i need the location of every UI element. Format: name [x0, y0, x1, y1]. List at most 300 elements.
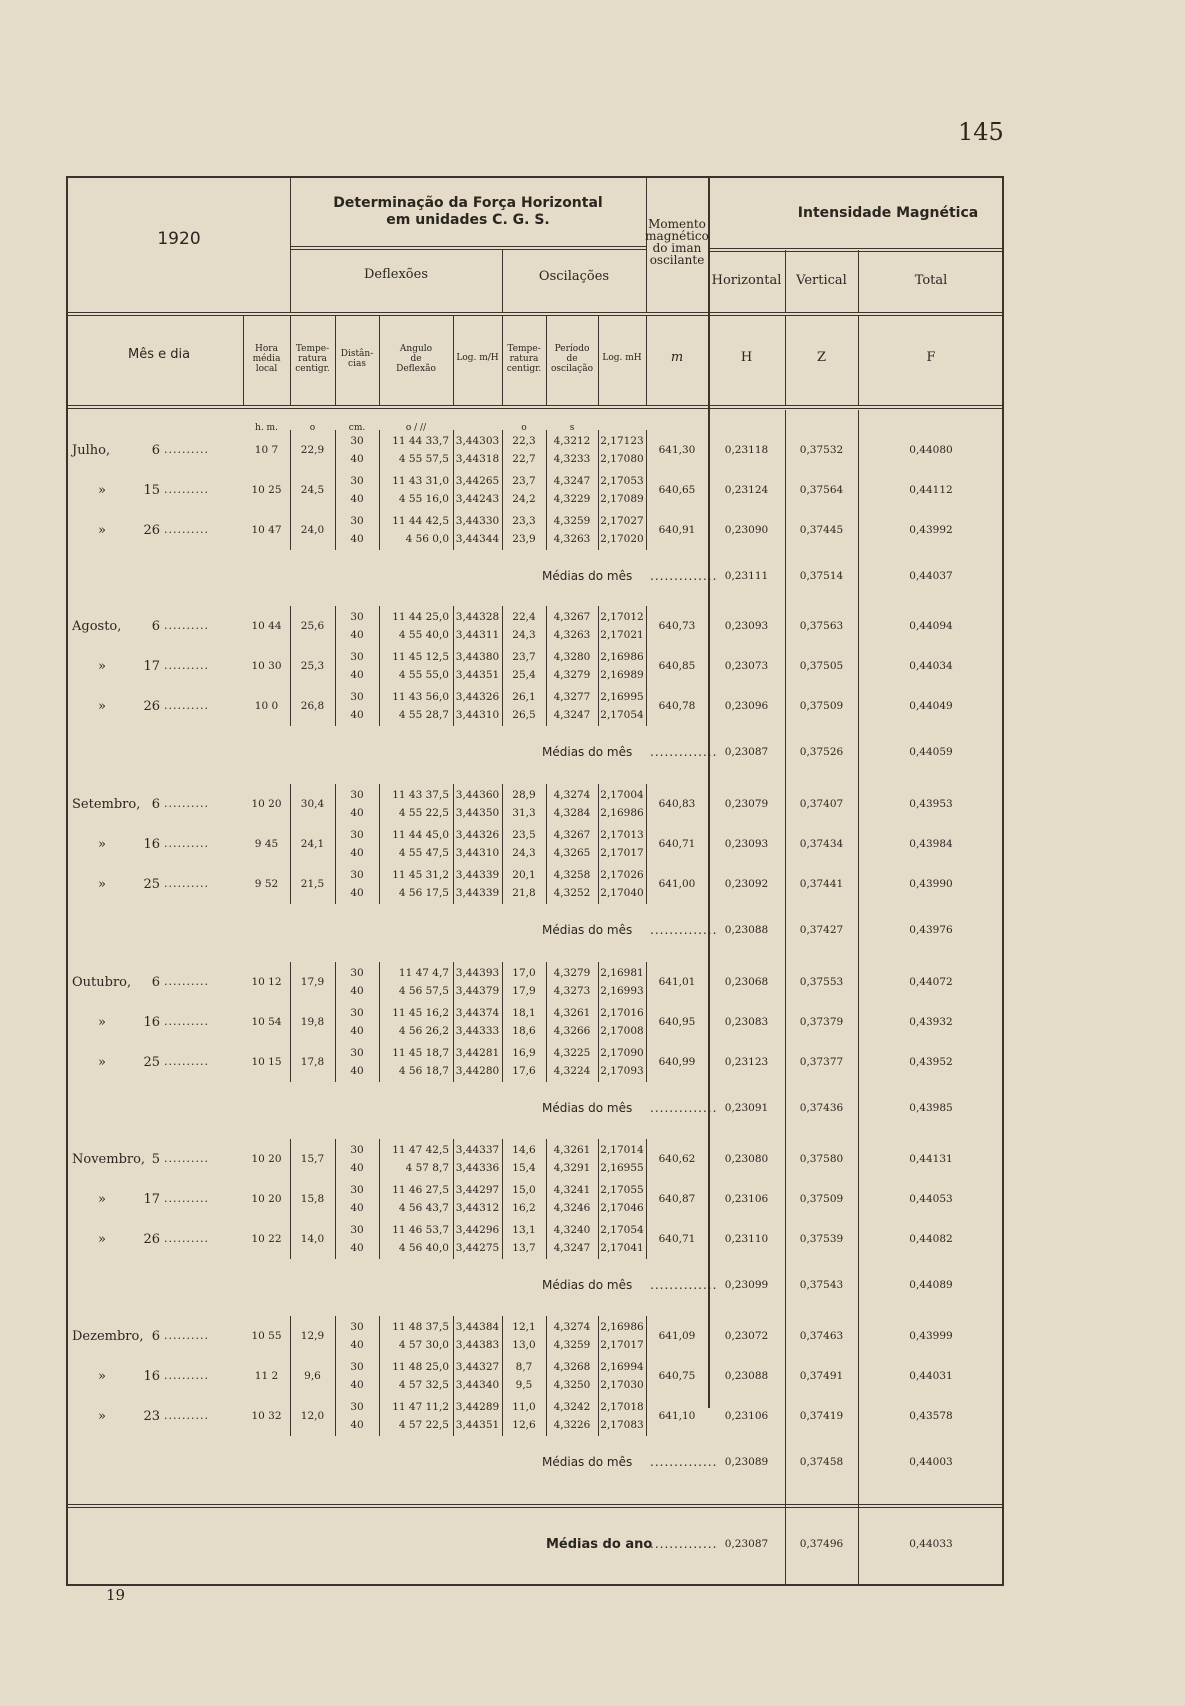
month-5-row-2-lmh2: 2,17083 [600, 1419, 644, 1431]
month-1-row-1-to1: 23,7 [512, 651, 536, 663]
leader-dots: .............. [650, 923, 718, 937]
unit-dist: cm. [348, 423, 366, 433]
month-4-row-2-dist2: 40 [350, 1242, 364, 1254]
month-1-row-2-temp: 26,8 [300, 700, 325, 712]
month-4-row-0-H: 0,23080 [724, 1153, 769, 1165]
header-rule-intens-2 [708, 251, 1004, 252]
month-5-row-0-to2: 13,0 [512, 1339, 536, 1351]
month-0-row-2-logm1: 3,44330 [455, 515, 500, 527]
leader-dots: .......... [164, 1409, 209, 1422]
month-2-row-2-logm2: 3,44339 [455, 887, 500, 899]
month-5-row-0-logm2: 3,44383 [455, 1339, 500, 1351]
H-label: H [740, 350, 753, 365]
month-2-row-1-hora: 9 45 [254, 838, 279, 850]
subheader-col-to-divider [502, 315, 503, 405]
month-2-mean-label: Médias do mês [542, 923, 633, 937]
month-0-row-1-ang1: 11 43 31,0 [392, 475, 449, 487]
section-title-1: Determinação da Força Horizontal [333, 195, 603, 211]
month-4-row-1-per2: 4,3246 [553, 1202, 591, 1214]
month-5-row-2-label: » [98, 1409, 106, 1424]
month-4-row-2-H: 0,23110 [724, 1233, 769, 1245]
leader-dots: .............. [650, 1278, 718, 1292]
month-0-row-0-logm1: 3,44303 [455, 435, 500, 447]
month-3-row-1-to2: 18,6 [512, 1025, 536, 1037]
month-0-row-1-dist2: 40 [350, 493, 364, 505]
month-2-mean-H: 0,23088 [724, 924, 769, 936]
month-5-row-0-per1: 4,3274 [553, 1321, 591, 1333]
month-5-row-2-lmh1: 2,17018 [600, 1401, 644, 1413]
month-5-row-1-logm2: 3,44340 [455, 1379, 500, 1391]
month-2-divider-temp [290, 784, 291, 904]
month-3-row-0-Z: 0,37553 [799, 976, 844, 988]
month-2-row-1-label: » [98, 837, 106, 852]
month-0-row-0-to1: 22,3 [512, 435, 536, 447]
month-4-row-0-to1: 14,6 [512, 1144, 536, 1156]
month-3-row-2-F: 0,43952 [909, 1056, 953, 1068]
month-5-row-1-ang2: 4 57 32,5 [398, 1379, 449, 1391]
subheader-col-ang-divider [379, 315, 380, 405]
header-rule-sub [68, 315, 1004, 316]
month-2-divider-per [546, 784, 547, 904]
month-0-divider-lmh [598, 430, 599, 550]
hora-label-1: média [252, 354, 281, 364]
year-rule-2 [68, 1507, 1004, 1508]
month-4-row-1-ang1: 11 46 27,5 [392, 1184, 449, 1196]
month-3-row-0-logm2: 3,44379 [455, 985, 500, 997]
month-3-row-1-hora: 10 54 [251, 1016, 282, 1028]
leader-dots: .......... [164, 1369, 209, 1382]
month-5-row-1-logm1: 3,44327 [455, 1361, 500, 1373]
month-1-row-0-H: 0,23093 [724, 620, 769, 632]
month-1-row-2-per2: 4,3247 [553, 709, 591, 721]
month-3-row-1-label: » [98, 1015, 106, 1030]
month-1-divider-temp [290, 606, 291, 726]
month-4-row-1-to2: 16,2 [512, 1202, 536, 1214]
month-1-row-1-logm2: 3,44351 [455, 669, 500, 681]
month-2-row-1-lmh2: 2,17017 [600, 847, 644, 859]
month-0-row-1-per2: 4,3229 [553, 493, 591, 505]
month-3-row-0-per2: 4,3273 [553, 985, 591, 997]
month-5-row-2-ang1: 11 47 11,2 [392, 1401, 449, 1413]
month-4-row-0-to2: 15,4 [512, 1162, 536, 1174]
header-rule-main [68, 312, 1004, 313]
month-5-row-1-F: 0,44031 [909, 1370, 953, 1382]
month-1-row-1-dist1: 30 [350, 651, 364, 663]
month-5-row-1-label: » [98, 1369, 106, 1384]
month-2-row-1-dist1: 30 [350, 829, 364, 841]
month-1-row-1-lmh2: 2,16989 [600, 669, 644, 681]
month-5-row-0-temp: 12,9 [300, 1330, 325, 1342]
month-2-row-2-day: 25 [143, 877, 160, 892]
month-4-mean-F: 0,44089 [909, 1279, 953, 1291]
momento-label-2: do iman [652, 241, 702, 255]
month-3-row-2-lmh1: 2,17090 [600, 1047, 644, 1059]
month-5-row-2-day: 23 [143, 1409, 160, 1424]
year-rule [68, 1504, 1004, 1505]
month-4-row-2-lmh1: 2,17054 [600, 1224, 644, 1236]
month-2-row-2-to1: 20,1 [512, 869, 536, 881]
month-4-row-1-lmh1: 2,17055 [600, 1184, 644, 1196]
month-4-row-1-per1: 4,3241 [553, 1184, 591, 1196]
month-4-row-1-label: » [98, 1192, 106, 1207]
log-mH-label: Log. mH [602, 353, 642, 363]
month-0-row-1-hora: 10 25 [251, 484, 282, 496]
month-5-row-0-logm1: 3,44384 [455, 1321, 500, 1333]
month-0-mean-Z: 0,37514 [799, 570, 844, 582]
month-3-divider-temp [290, 962, 291, 1082]
month-2-row-1-logm1: 3,44326 [455, 829, 500, 841]
month-4-row-1-logm1: 3,44297 [455, 1184, 500, 1196]
month-5-row-0-dist1: 30 [350, 1321, 364, 1333]
month-1-divider-to [502, 606, 503, 726]
vertical-label: Vertical [796, 273, 847, 288]
month-3-row-0-logm1: 3,44393 [455, 967, 500, 979]
month-0-row-1-Z: 0,37564 [799, 484, 844, 496]
header-divider-moment [646, 178, 647, 312]
month-1-row-2-logm2: 3,44310 [455, 709, 500, 721]
month-0-row-1-day: 15 [143, 483, 160, 498]
month-2-row-2-label: » [98, 877, 106, 892]
subheader-col-hora-divider [243, 315, 244, 405]
header-rule-intens [708, 248, 1004, 249]
month-0-row-0-dist1: 30 [350, 435, 364, 447]
month-2-row-2-F: 0,43990 [909, 878, 953, 890]
month-3-row-2-dist2: 40 [350, 1065, 364, 1077]
month-2-row-0-Z: 0,37407 [799, 798, 844, 810]
month-2-row-0-H: 0,23079 [724, 798, 769, 810]
month-3-row-0-F: 0,44072 [909, 976, 953, 988]
magnetic-table [66, 176, 1004, 1586]
leader-dots: .......... [164, 483, 209, 496]
month-5-row-1-hora: 11 2 [254, 1370, 279, 1382]
month-1-row-2-lmh1: 2,16995 [600, 691, 644, 703]
month-2-row-0-day: 6 [151, 797, 160, 812]
month-5-mean-label: Médias do mês [542, 1455, 633, 1469]
subheader-col-F-divider [858, 315, 859, 405]
month-1-row-0-logm2: 3,44311 [455, 629, 500, 641]
month-4-row-0-lmh2: 2,16955 [600, 1162, 644, 1174]
month-0-row-2-dist1: 30 [350, 515, 364, 527]
month-3-row-1-F: 0,43932 [909, 1016, 953, 1028]
month-5-row-0-per2: 4,3259 [553, 1339, 591, 1351]
month-0-row-2-temp: 24,0 [300, 524, 325, 536]
month-5-row-0-Z: 0,37463 [799, 1330, 844, 1342]
month-1-row-2-F: 0,44049 [909, 700, 953, 712]
month-4-row-2-to1: 13,1 [512, 1224, 536, 1236]
periodo-label-0: Período [554, 344, 590, 354]
momento-label-1: magnético [645, 229, 709, 243]
unit-to: o [521, 423, 527, 433]
month-2-row-0-temp: 30,4 [300, 798, 325, 810]
month-5-mean-Z: 0,37458 [799, 1456, 844, 1468]
month-1-row-1-temp: 25,3 [300, 660, 325, 672]
month-5-row-2-m: 641,10 [658, 1410, 696, 1422]
month-1-divider-m [646, 606, 647, 726]
dist-label-0: Distân- [340, 349, 374, 359]
unit-temp: o [309, 423, 316, 433]
month-4-row-0-F: 0,44131 [909, 1153, 953, 1165]
month-4-row-2-per1: 4,3240 [553, 1224, 591, 1236]
body-divider-Z [785, 410, 786, 1585]
leader-dots: .......... [164, 523, 209, 536]
month-2-row-1-to2: 24,3 [512, 847, 536, 859]
month-5-row-0-dist2: 40 [350, 1339, 364, 1351]
month-4-row-2-logm1: 3,44296 [455, 1224, 500, 1236]
total-label: Total [914, 273, 948, 288]
month-5-divider-lmh [598, 1316, 599, 1436]
month-4-row-0-m: 640,62 [658, 1153, 696, 1165]
leader-dots: .......... [164, 659, 209, 672]
month-0-row-0-Z: 0,37532 [799, 444, 844, 456]
month-1-row-1-F: 0,44034 [909, 660, 953, 672]
month-3-divider-dist [335, 962, 336, 1082]
month-4-divider-lmh [598, 1139, 599, 1259]
deflexoes-label: Deflexões [363, 267, 429, 282]
month-4-divider-logm [453, 1139, 454, 1259]
month-3-row-2-logm2: 3,44280 [455, 1065, 500, 1077]
month-1-row-1-per1: 4,3280 [553, 651, 591, 663]
month-4-row-1-ang2: 4 56 43,7 [398, 1202, 449, 1214]
month-0-divider-logm [453, 430, 454, 550]
month-5-row-2-ang2: 4 57 22,5 [398, 1419, 449, 1431]
month-2-row-2-ang2: 4 56 17,5 [398, 887, 449, 899]
hora-label-2: local [255, 364, 278, 374]
footer-mark: 19 [106, 1586, 126, 1604]
month-2-row-0-dist1: 30 [350, 789, 364, 801]
hora-label-0: Hora [255, 344, 278, 354]
month-3-row-2-logm1: 3,44281 [455, 1047, 500, 1059]
month-3-row-0-dist2: 40 [350, 985, 364, 997]
month-0-row-2-m: 640,91 [658, 524, 696, 536]
month-4-mean-label: Médias do mês [542, 1278, 633, 1292]
month-4-row-2-label: » [98, 1232, 106, 1247]
month-3-divider-logm [453, 962, 454, 1082]
leader-dots: .......... [164, 1329, 209, 1342]
month-2-row-1-logm2: 3,44310 [455, 847, 500, 859]
month-5-mean-F: 0,44003 [909, 1456, 953, 1468]
month-0-row-2-label: » [98, 523, 106, 538]
month-3-row-2-label: » [98, 1055, 106, 1070]
year-label: 1920 [157, 229, 201, 249]
month-0-row-2-hora: 10 47 [251, 524, 282, 536]
subheader-col-H-divider [708, 315, 709, 405]
month-2-divider-dist [335, 784, 336, 904]
month-5-row-2-to2: 12,6 [512, 1419, 536, 1431]
month-4-row-0-logm1: 3,44337 [455, 1144, 500, 1156]
month-3-row-2-Z: 0,37377 [799, 1056, 844, 1068]
month-2-row-1-per2: 4,3265 [553, 847, 591, 859]
month-1-row-0-hora: 10 44 [251, 620, 282, 632]
month-1-mean-F: 0,44059 [909, 746, 953, 758]
month-0-row-0-hora: 10 7 [254, 444, 279, 456]
month-3-row-0-H: 0,23068 [724, 976, 769, 988]
month-4-row-1-to1: 15,0 [512, 1184, 536, 1196]
month-0-row-0-to2: 22,7 [512, 453, 536, 465]
month-4-row-0-logm2: 3,44336 [455, 1162, 500, 1174]
month-1-divider-ang [379, 606, 380, 726]
month-4-divider-per [546, 1139, 547, 1259]
header-divider-total [858, 250, 859, 312]
month-1-row-0-ang2: 4 55 40,0 [398, 629, 449, 641]
month-3-row-2-H: 0,23123 [724, 1056, 769, 1068]
month-1-row-1-label: » [98, 659, 106, 674]
month-5-row-0-ang2: 4 57 30,0 [398, 1339, 449, 1351]
month-5-row-1-m: 640,75 [658, 1370, 696, 1382]
month-4-row-0-per1: 4,3261 [553, 1144, 591, 1156]
leader-dots: .............. [650, 569, 718, 583]
month-0-divider-dist [335, 430, 336, 550]
temp-osc-label-0: Tempe- [507, 344, 541, 354]
momento-label-0: Momento [648, 217, 706, 231]
temp-osc-label-2: centigr. [506, 364, 542, 374]
month-3-row-1-lmh2: 2,17008 [600, 1025, 644, 1037]
leader-dots: .......... [164, 877, 209, 890]
month-0-row-2-H: 0,23090 [724, 524, 769, 536]
month-3-row-2-day: 25 [143, 1055, 160, 1070]
month-1-row-0-lmh1: 2,17012 [600, 611, 644, 623]
oscilacoes-label: Oscilações [538, 269, 610, 284]
month-4-row-1-logm2: 3,44312 [455, 1202, 500, 1214]
month-1-row-2-dist2: 40 [350, 709, 364, 721]
month-1-row-2-H: 0,23096 [724, 700, 769, 712]
month-2-row-0-hora: 10 20 [251, 798, 282, 810]
month-3-row-0-ang1: 11 47 4,7 [398, 967, 449, 979]
month-0-row-0-temp: 22,9 [300, 444, 325, 456]
month-2-row-0-label: Setembro, [72, 797, 141, 812]
year-mean-F: 0,44033 [909, 1538, 953, 1550]
month-5-row-0-to1: 12,1 [512, 1321, 536, 1333]
month-3-row-1-dist1: 30 [350, 1007, 364, 1019]
month-5-divider-to [502, 1316, 503, 1436]
temp-label-1: ratura [298, 354, 327, 364]
month-1-divider-logm [453, 606, 454, 726]
month-4-row-0-dist2: 40 [350, 1162, 364, 1174]
month-1-row-0-to2: 24,3 [512, 629, 536, 641]
month-2-row-2-per1: 4,3258 [553, 869, 591, 881]
month-3-row-1-temp: 19,8 [300, 1016, 325, 1028]
leader-dots: .......... [164, 619, 209, 632]
month-1-row-0-dist2: 40 [350, 629, 364, 641]
month-3-row-1-m: 640,95 [658, 1016, 696, 1028]
month-3-row-2-dist1: 30 [350, 1047, 364, 1059]
month-5-row-2-logm1: 3,44289 [455, 1401, 500, 1413]
month-1-row-1-dist2: 40 [350, 669, 364, 681]
leader-dots: .......... [164, 837, 209, 850]
month-0-row-2-Z: 0,37445 [799, 524, 844, 536]
month-0-row-1-per1: 4,3247 [553, 475, 591, 487]
month-3-row-0-temp: 17,9 [300, 976, 325, 988]
leader-dots: .......... [164, 797, 209, 810]
month-4-mean-H: 0,23099 [724, 1279, 769, 1291]
month-4-row-0-lmh1: 2,17014 [600, 1144, 644, 1156]
month-3-row-2-ang2: 4 56 18,7 [398, 1065, 449, 1077]
month-0-row-2-per1: 4,3259 [553, 515, 591, 527]
Z-label: Z [816, 350, 827, 365]
month-0-row-0-m: 641,30 [658, 444, 696, 456]
month-5-row-2-to1: 11,0 [512, 1401, 536, 1413]
month-1-row-2-ang2: 4 55 28,7 [398, 709, 449, 721]
month-1-row-1-ang2: 4 55 55,0 [398, 669, 449, 681]
month-0-mean-H: 0,23111 [724, 570, 769, 582]
month-2-divider-ang [379, 784, 380, 904]
month-4-mean-Z: 0,37543 [799, 1279, 844, 1291]
month-2-row-2-Z: 0,37441 [799, 878, 844, 890]
month-5-row-1-per1: 4,3268 [553, 1361, 591, 1373]
leader-dots: .......... [164, 1192, 209, 1205]
month-5-row-2-logm2: 3,44351 [455, 1419, 500, 1431]
month-1-row-2-Z: 0,37509 [799, 700, 844, 712]
month-1-row-0-dist1: 30 [350, 611, 364, 623]
month-2-mean-F: 0,43976 [909, 924, 953, 936]
unit-hora: h. m. [255, 423, 278, 433]
month-2-row-1-per1: 4,3267 [553, 829, 591, 841]
leader-dots: .......... [164, 975, 209, 988]
section-title-2: em unidades C. G. S. [386, 212, 550, 228]
month-4-divider-m [646, 1139, 647, 1259]
month-4-row-1-lmh2: 2,17046 [600, 1202, 644, 1214]
month-4-row-0-temp: 15,7 [300, 1153, 325, 1165]
month-4-divider-temp [290, 1139, 291, 1259]
month-1-row-1-Z: 0,37505 [799, 660, 844, 672]
month-4-row-2-lmh2: 2,17041 [600, 1242, 644, 1254]
month-1-row-1-lmh1: 2,16986 [600, 651, 644, 663]
month-3-row-1-Z: 0,37379 [799, 1016, 844, 1028]
month-2-row-0-F: 0,43953 [909, 798, 953, 810]
month-2-row-0-m: 640,83 [658, 798, 696, 810]
month-2-row-2-logm1: 3,44339 [455, 869, 500, 881]
month-2-divider-lmh [598, 784, 599, 904]
month-5-divider-logm [453, 1316, 454, 1436]
leader-dots: .............. [650, 1537, 718, 1551]
month-3-row-1-dist2: 40 [350, 1025, 364, 1037]
month-4-row-0-ang2: 4 57 8,7 [405, 1162, 449, 1174]
leader-dots: .............. [650, 1455, 718, 1469]
leader-dots: .......... [164, 1152, 209, 1165]
month-1-mean-label: Médias do mês [542, 745, 633, 759]
month-2-divider-logm [453, 784, 454, 904]
month-1-row-0-label: Agosto, [72, 619, 122, 634]
unit-per: s [569, 423, 575, 433]
month-1-row-0-day: 6 [151, 619, 160, 634]
month-2-row-0-lmh2: 2,16986 [600, 807, 644, 819]
subheader-rule [68, 405, 1004, 406]
month-0-row-2-to2: 23,9 [512, 533, 536, 545]
month-3-row-0-ang2: 4 56 57,5 [398, 985, 449, 997]
subheader-col-logm-divider [453, 315, 454, 405]
month-2-row-0-logm1: 3,44360 [455, 789, 500, 801]
month-3-mean-Z: 0,37436 [799, 1102, 844, 1114]
month-3-divider-per [546, 962, 547, 1082]
month-0-divider-m [646, 430, 647, 550]
month-3-row-2-ang1: 11 45 18,7 [392, 1047, 449, 1059]
month-1-row-1-to2: 25,4 [512, 669, 536, 681]
month-3-row-2-per2: 4,3224 [553, 1065, 591, 1077]
subheader-col-per-divider [546, 315, 547, 405]
month-0-row-1-logm2: 3,44243 [455, 493, 500, 505]
momento-label-3: oscilante [649, 253, 705, 267]
month-2-divider-to [502, 784, 503, 904]
month-4-row-1-dist2: 40 [350, 1202, 364, 1214]
month-0-row-1-lmh1: 2,17053 [600, 475, 644, 487]
month-1-row-0-per2: 4,3263 [553, 629, 591, 641]
month-1-row-1-logm1: 3,44380 [455, 651, 500, 663]
month-2-row-2-lmh1: 2,17026 [600, 869, 644, 881]
month-0-row-2-F: 0,43992 [909, 524, 953, 536]
unit-ang: o / // [405, 423, 427, 433]
periodo-label-1: de [566, 354, 578, 364]
month-0-row-0-label: Julho, [72, 443, 111, 458]
month-0-row-2-ang2: 4 56 0,0 [405, 533, 449, 545]
